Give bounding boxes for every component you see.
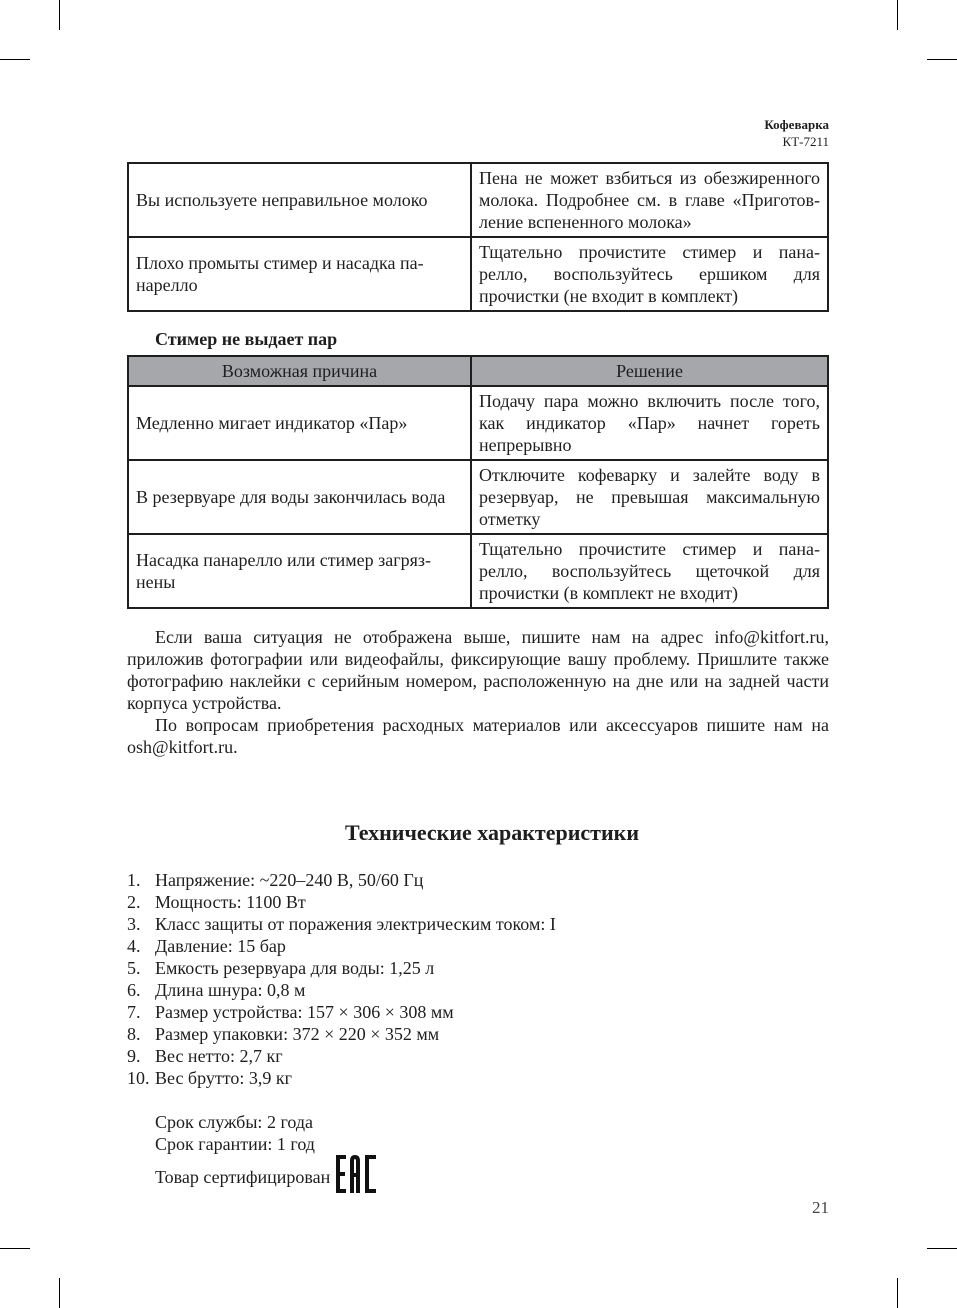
crop-mark — [59, 0, 60, 30]
list-item — [127, 935, 556, 957]
list-item — [127, 957, 556, 979]
list-item — [127, 1001, 556, 1023]
list-item — [127, 869, 556, 891]
table-row — [128, 460, 828, 534]
table-row — [128, 163, 828, 237]
list-item — [127, 891, 556, 913]
table-row — [128, 237, 828, 311]
crop-mark — [0, 1248, 30, 1249]
page-header — [764, 116, 829, 150]
crop-mark — [0, 59, 30, 60]
certification-text: Товар сертифицирован — [155, 1167, 331, 1187]
item-number: 7. — [127, 1002, 141, 1022]
list-item — [127, 1045, 556, 1067]
column-header-cause: Возможная причина — [128, 356, 471, 386]
item-number: 5. — [127, 958, 141, 978]
troubleshooting-table-continued — [127, 162, 829, 312]
contact-paragraphs — [127, 626, 829, 758]
paragraph: Если ваша ситуация не отображена выше, пишите нам на адрес info@kitfort.ru, приложив фотографии или видеофайлы, фиксирующие вашу проблему. Пришлите также фотографию наклейки с серийным номером, расположенную на дне или на задней части корпуса устройства. — [127, 627, 829, 713]
list-item — [127, 1023, 556, 1045]
troubleshooting-table — [127, 355, 829, 609]
table-row — [128, 386, 828, 460]
paragraph: По вопросам приобретения расходных материалов или аксессуаров пишите нам на osh@kitfort.ru. — [127, 715, 829, 757]
crop-mark — [927, 59, 957, 60]
solution-cell: Пена не может взбиться из обезжиренного молока. Подробнее см. в главе «Приготов-ление вспененного молока» — [471, 163, 828, 237]
cause-cell: В резервуаре для воды закончилась вода — [128, 460, 471, 534]
certification-line — [155, 1155, 376, 1198]
cause-cell: Насадка панарелло или стимер загряз-нены — [128, 534, 471, 608]
item-text: Размер упаковки: 372 × 220 × 352 мм — [155, 1024, 440, 1044]
list-item — [127, 1067, 556, 1089]
crop-mark — [927, 1248, 957, 1249]
table-row — [128, 534, 828, 608]
solution-cell: Тщательно прочистите стимер и пана-релло, воспользуйтесь ершиком для прочистки (не входит в комплект) — [471, 237, 828, 311]
list-item — [127, 979, 556, 1001]
item-text: Мощность: 1100 Вт — [155, 892, 306, 912]
cause-cell: Вы используете неправильное молоко — [128, 163, 471, 237]
solution-cell: Тщательно прочистите стимер и пана-релло, воспользуйтесь щеточкой для прочистки (в комплект не входит) — [471, 534, 828, 608]
item-text: Вес нетто: 2,7 кг — [155, 1046, 283, 1066]
item-number: 9. — [127, 1046, 141, 1066]
item-text: Напряжение: ~220–240 В, 50/60 Гц — [155, 870, 424, 890]
crop-mark — [897, 1278, 898, 1308]
item-text: Емкость резервуара для воды: 1,25 л — [155, 958, 435, 978]
list-item — [127, 913, 556, 935]
item-text: Вес брутто: 3,9 кг — [155, 1068, 292, 1088]
item-number: 8. — [127, 1024, 141, 1044]
item-number: 3. — [127, 914, 141, 934]
service-life: Срок службы: 2 года — [155, 1112, 314, 1132]
page-number: 21 — [812, 1198, 829, 1217]
item-number: 2. — [127, 892, 141, 912]
crop-mark — [59, 1278, 60, 1308]
solution-cell: Подачу пара можно включить после того, как индикатор «Пар» начнет гореть непрерывно — [471, 386, 828, 460]
crop-mark — [897, 0, 898, 30]
item-number: 10. — [127, 1068, 150, 1088]
item-text: Длина шнура: 0,8 м — [155, 980, 306, 1000]
product-name: Кофеварка — [764, 117, 829, 132]
specs-list — [127, 869, 556, 1089]
warranty-period: Срок гарантии: 1 год — [155, 1134, 315, 1154]
specs-title: Технические характеристики — [344, 820, 640, 845]
cause-cell: Медленно мигает индикатор «Пар» — [128, 386, 471, 460]
column-header-solution: Решение — [471, 356, 828, 386]
service-info — [155, 1111, 376, 1198]
item-text: Размер устройства: 157 × 306 × 308 мм — [155, 1002, 454, 1022]
item-text: Давление: 15 бар — [155, 936, 286, 956]
item-number: 6. — [127, 980, 141, 1000]
item-text: Класс защиты от поражения электрическим током: I — [155, 914, 556, 934]
section-title: Стимер не выдает пар — [155, 329, 338, 349]
eac-logo-icon — [336, 1155, 376, 1198]
table-header-row — [128, 356, 828, 386]
solution-cell: Отключите кофеварку и залейте воду в резервуар, не превышая максимальную отметку — [471, 460, 828, 534]
item-number: 1. — [127, 870, 141, 890]
item-number: 4. — [127, 936, 141, 956]
cause-cell: Плохо промыты стимер и насадка па-нарелло — [128, 237, 471, 311]
product-model: КТ-7211 — [782, 134, 829, 149]
